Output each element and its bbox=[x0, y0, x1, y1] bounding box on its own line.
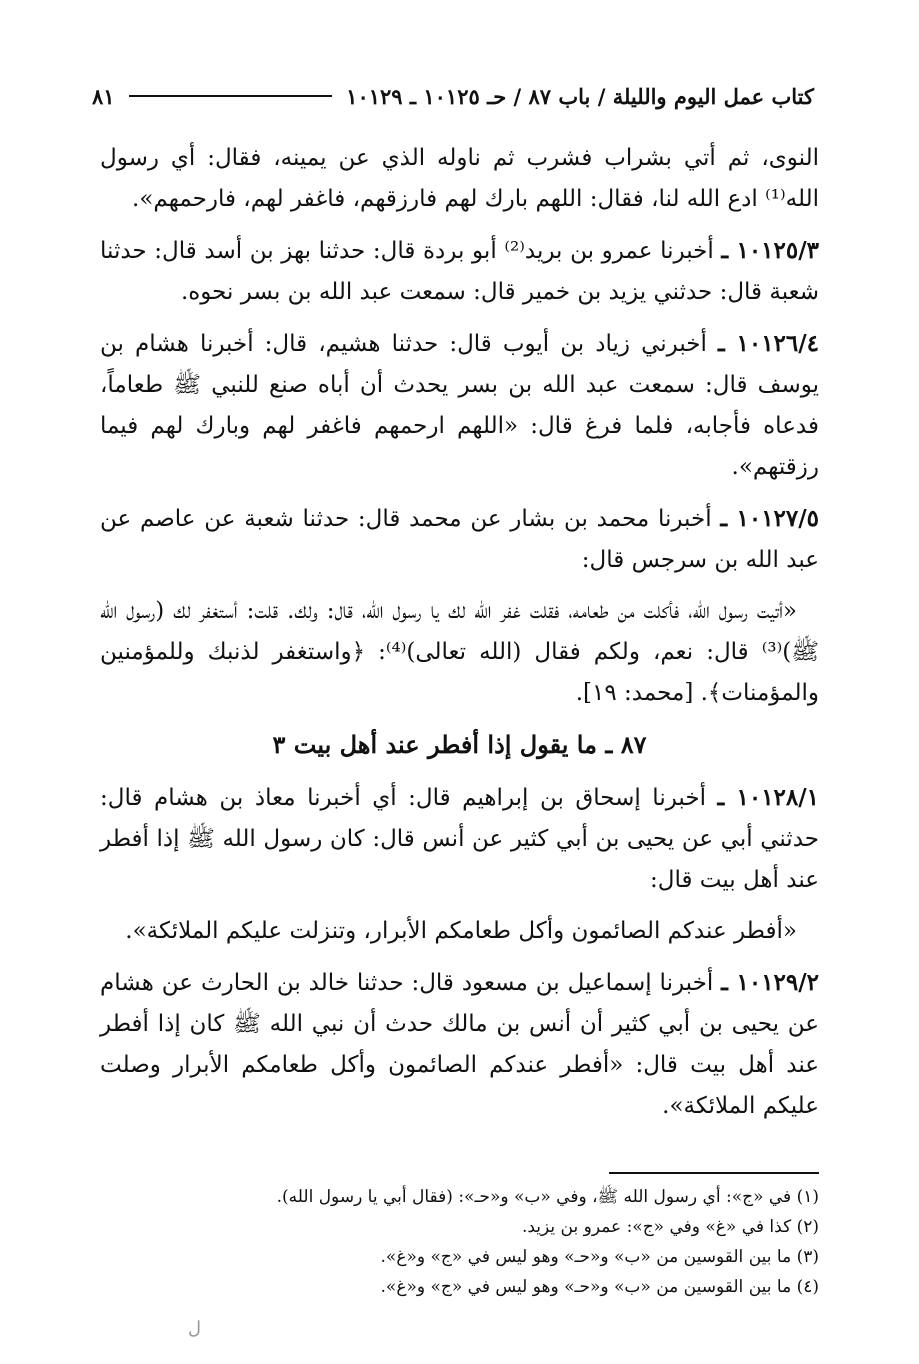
hadith-text: أخبرنا عمرو بن بريد⁽²⁾ أبو بردة قال: حدثنا بهز بن أسد قال: حدثنا شعبة قال: حدثني يزيد بن خمير قال: سمعت عبد الله بن بسر نحوه. bbox=[100, 238, 819, 305]
hadith-number: ١٠١٢٨/١ ـ bbox=[717, 784, 820, 811]
hadith-text: أخبرني زياد بن أيوب قال: حدثنا هشيم، قال: أخبرنا هشام بن يوسف قال: سمعت عبد الله بن بسر يحدث أن أباه صنع للنبي ﷺ طعاماً، فدعاه فأجابه، فلما فرغ قال: «اللهم ارحمهم فاغفر لهم وبارك لهم فيما رزقتهم». bbox=[100, 331, 819, 480]
quotation-block: «أفطر عندكم الصائمون وأكل طعامكم الأبرار، وتنزلت عليكم الملائكة». bbox=[125, 918, 797, 944]
hadith-number: ١٠١٢٩/٢ ـ bbox=[721, 969, 820, 996]
hadith-number: ١٠١٢٦/٤ ـ bbox=[717, 330, 820, 357]
footnote-2: (٢) كذا في «غ» وفي «ج»: عمرو بن يزيد. bbox=[521, 1217, 819, 1237]
hadith-text: أخبرنا محمد بن بشار عن محمد قال: حدثنا شعبة عن عاصم عن عبد الله بن سرجس قال: bbox=[100, 506, 819, 573]
hadith-number: ١٠١٢٥/٣ ـ bbox=[721, 237, 819, 264]
hadith-text: أخبرنا إسحاق بن إبراهيم قال: أي أخبرنا معاذ بن هشام قال: حدثني أبي عن يحيى بن أبي كثير عن أنس قال: كان رسول الله ﷺ إذا أفطر عند أهل بيت قال: bbox=[100, 785, 819, 893]
footnote-4: (٤) ما بين القوسين من «ب» و«حـ» وهو ليس في «ج» و«غ». bbox=[380, 1277, 819, 1297]
quotation-block: «أتيت رسول الله، فأكلت من طعامه، فقلت غفر الله لك يا رسول الله، قال: ولك. قلت: أستغفر لك (رسول الله ﷺ)⁽³⁾ قال: نعم، ولكم فقال (الله تعالى)⁽⁴⁾: ﴿واستغفر لذنبك وللمؤمنين والمؤمنات﴾. [محمد: ١٩]. bbox=[100, 598, 819, 706]
hadith-10127 bbox=[100, 498, 819, 581]
chapter-heading: ٨٧ ـ ما يقول إذا أفطر عند أهل بيت ٣ bbox=[272, 730, 647, 759]
header-rule bbox=[129, 95, 333, 97]
footnote-rule bbox=[609, 1172, 819, 1174]
hadith-10129 bbox=[100, 962, 819, 1127]
hadith-10125 bbox=[100, 230, 819, 313]
hadith-number: ١٠١٢٧/٥ ـ bbox=[720, 505, 820, 532]
header-title: كتاب عمل اليوم والليلة / باب ٨٧ / حـ ١٠١٢٥ ـ ١٠١٢٩ bbox=[346, 83, 814, 109]
hadith-10128 bbox=[100, 777, 819, 901]
hadith-10126 bbox=[100, 323, 819, 488]
footnote-3: (٣) ما بين القوسين من «ب» و«حـ» وهو ليس في «ج» و«غ». bbox=[380, 1247, 819, 1267]
running-header bbox=[92, 78, 814, 114]
hadith-text: أخبرنا إسماعيل بن مسعود قال: حدثنا خالد بن الحارث عن هشام عن يحيى بن أبي كثير أن أنس بن مالك حدث أن نبي الله ﷺ كان إذا أفطر عند أهل بيت قال: «أفطر عندكم الصائمون وأكل طعامكم الأبرار وصلت عليكم الملائكة». bbox=[100, 970, 819, 1119]
footnotes bbox=[100, 1182, 819, 1302]
footnote-1: (١) في «ج»: أي رسول الله ﷺ، وفي «ب» و«حـ»: (فقال أبي يا رسول الله). bbox=[276, 1187, 819, 1207]
margin-mark: ل bbox=[188, 1318, 202, 1339]
paragraph-continuation: النوى، ثم أتي بشراب فشرب ثم ناوله الذي عن يمينه، فقال: أي رسول الله⁽¹⁾ ادع الله لنا، فقال: اللهم بارك لهم فارزقهم، فاغفر لهم، فارحمهم». bbox=[100, 145, 819, 212]
main-text bbox=[100, 138, 819, 1137]
page-number: ٨١ bbox=[92, 83, 115, 109]
